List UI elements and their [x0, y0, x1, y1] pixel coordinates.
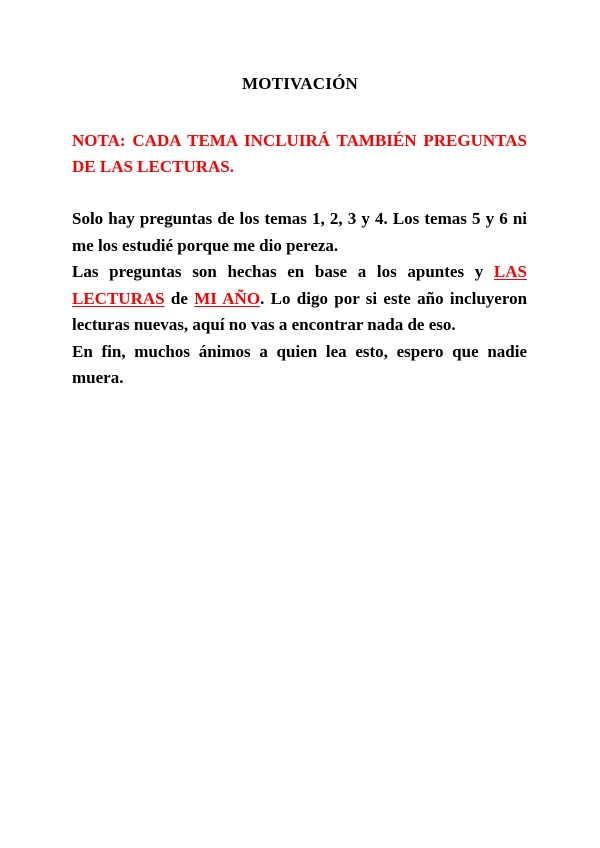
- body-text: [72, 206, 527, 392]
- paragraph-closing: En fin, muchos ánimos a quien lea esto, espero que nadie muera.: [72, 341, 527, 387]
- sources-text-start: Las preguntas son hechas en base a los apuntes y: [72, 262, 494, 281]
- paragraph-sources: [72, 259, 527, 339]
- page-title: MOTIVACIÓN: [242, 74, 358, 93]
- note-text: NOTA: CADA TEMA INCLUIRÁ TAMBIÉN PREGUNTAS DE LAS LECTURAS.: [72, 131, 527, 176]
- my-year-highlight: MI AÑO: [194, 288, 261, 308]
- sources-text-end: . Lo digo por si este año incluyeron lecturas nuevas, aquí no vas a encontrar nada de eso.: [72, 288, 528, 334]
- readings-highlight: LAS LECTURAS: [72, 262, 527, 308]
- sources-text-middle: de: [164, 288, 195, 308]
- paragraph-topics: Solo hay preguntas de los temas 1, 2, 3 y 4. Los temas 5 y 6 ni me los estudié porque me dio pereza.: [72, 209, 527, 255]
